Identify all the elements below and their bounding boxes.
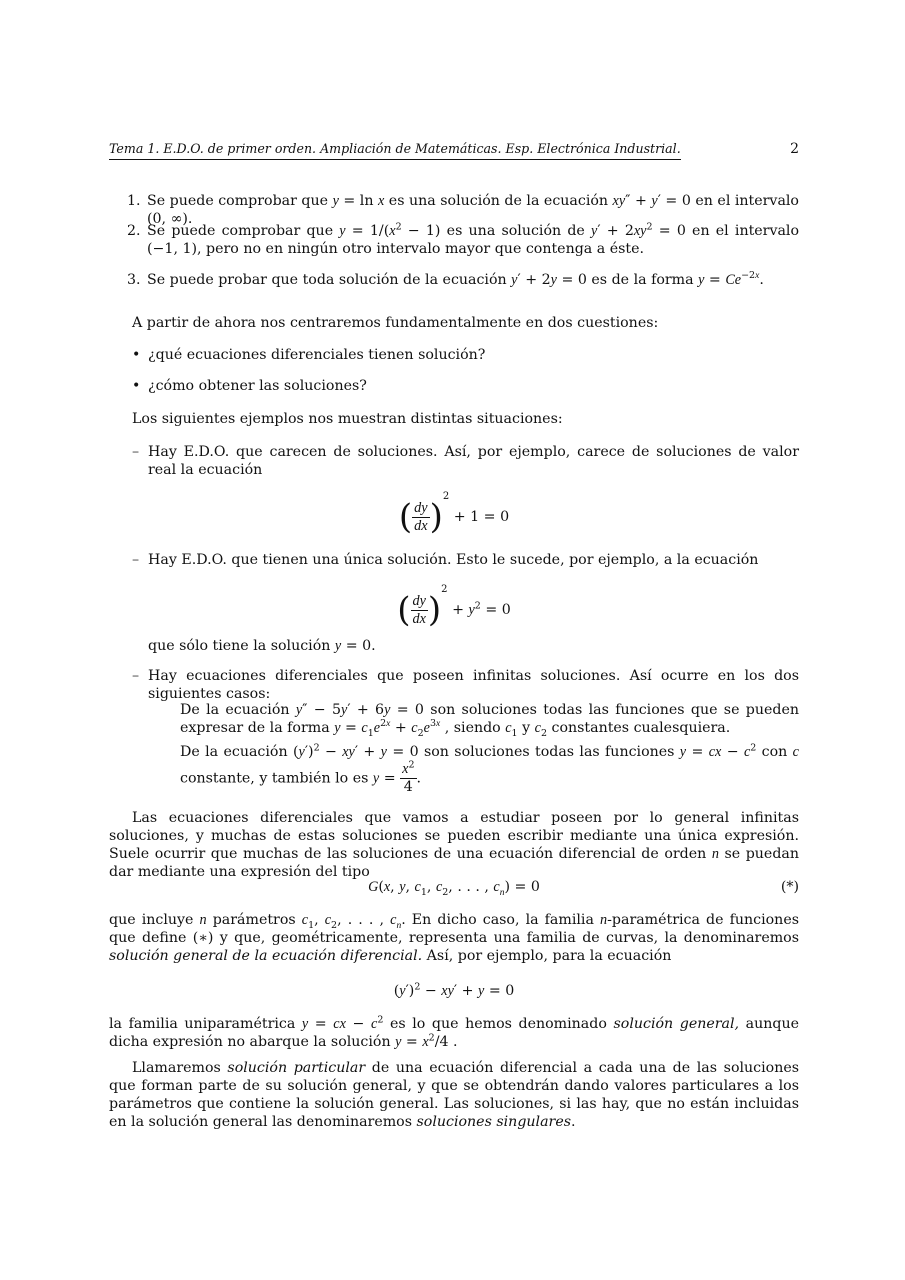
dash-marker: – [132,668,140,684]
item-text: Se puede comprobar que $y = 1/(x^2 - 1)$ es una solución de $y' + 2xy^2 = 0$ en el intervalo (−1, 1), pero no en ningún otro intervalo mayor que contenga a éste. [147,221,800,257]
paragraph-uniparametric: la familia uniparamétrica y = cx − $c^2$ es lo que hemos denominado solución general, aunque dicha expresión no abarque la solución $y = x^2/4$ . [109,1014,800,1050]
item-number: 2. [127,223,141,239]
equation-example: $(y')^2 - xy' + y = 0$ [393,981,515,999]
sub-example-2: De la ecuación $(y')^2 - xy' + y = 0$ son soluciones todas las funciones y = cx − $c^2$ con c constante, y también lo es y = $\frac{x^2}{4}$ . [180,742,799,795]
equation-unique-solution: ( $\frac{dy}{dx}$ )$^2 + y^2 = 0$ [397,584,511,630]
paragraph-general-intro: Las ecuaciones diferenciales que vamos a estudiar poseen por lo general infinitas soluciones, y muchas de estas soluciones se pueden escribir mediante una única expresión. Suele ocurrir que muchas de las soluciones de una ecuación diferencial de orden n se puedan dar mediante una expresión del tipo [109,810,800,880]
equation-tag: (*) [780,879,799,895]
page-number: 2 [790,141,799,157]
item-text: Se puede comprobar que y = ln x es una solución de la ecuación xy″ + y′ = 0 en el intervalo (0, ∞). [147,193,799,227]
item-number: 3. [127,272,141,288]
dash-marker: – [132,444,140,460]
paragraph-particular-singular: Llamaremos solución particular de una ecuación diferencial a cada una de las soluciones que forman parte de su solución general, y que se obtendrán dando valores particulares a los parámetros que contiene la solución general. Las soluciones, si las hay, que no están incluidas en la solución general las denominaremos soluciones singulares. [109,1060,800,1130]
case-no-solutions: – Hay E.D.O. que carecen de soluciones. Así, por ejemplo, carece de soluciones de valor real la ecuación [132,444,799,478]
sub-example-1: De la ecuación y″ − 5y′ + 6y = 0 son soluciones todas las funciones que se pueden expresar de la forma $y = c_1e^{2x} + c_2e^{3x}$ , siendo $c_1$ y $c_2$ constantes cualesquiera. [180,702,800,739]
unique-solution-note: que sólo tiene la solución y = 0. [148,638,376,654]
example-item-2 [127,222,799,258]
bullet-icon: • [132,347,141,363]
running-header [109,140,799,158]
header-title: Tema 1. E.D.O. de primer orden. Ampliación de Matemáticas. Esp. Electrónica Industrial. [109,140,681,160]
paragraph-general-definition: que incluye n parámetros $c_1$, $c_2$, . . . , $c_n$. En dicho caso, la familia n-paramétrica de funciones que define (∗) y que, geométricamente, representa una familia de curvas, la denominaremos solución general de la ecuación diferencial. Así, por ejemplo, para la ecuación [109,912,799,964]
item-number: 1. [127,193,141,209]
dash-marker: – [132,552,140,568]
example-item-3 [127,271,799,289]
case-infinite-solutions: – Hay ecuaciones diferenciales que poseen infinitas soluciones. Así ocurre en los dos siguientes casos: [132,668,799,702]
equation-no-solutions: ( $\frac{dy}{dx}$ )$^2$ + 1 = 0 [398,491,510,537]
case-unique-solution: – Hay E.D.O. que tienen una única solución. Esto le sucede, por ejemplo, a la ecuación [132,552,759,568]
question-bullet-1: • ¿qué ecuaciones diferenciales tienen solución? [132,347,486,363]
intro-text: A partir de ahora nos centraremos fundamentalmente en dos cuestiones: [132,315,659,331]
question-bullet-2: • ¿cómo obtener las soluciones? [132,378,367,394]
bullet-icon: • [132,378,141,394]
situations-intro: Los siguientes ejemplos nos muestran distintas situaciones: [132,411,563,427]
item-text: Se puede probar que toda solución de la ecuación y′ + 2y = 0 es de la forma $y = Ce^{-2x}$. [147,270,764,288]
equation-general-form: G(x, y, $c_1$, $c_2$, . . . , $c_n) = 0$ (*) [368,879,799,898]
